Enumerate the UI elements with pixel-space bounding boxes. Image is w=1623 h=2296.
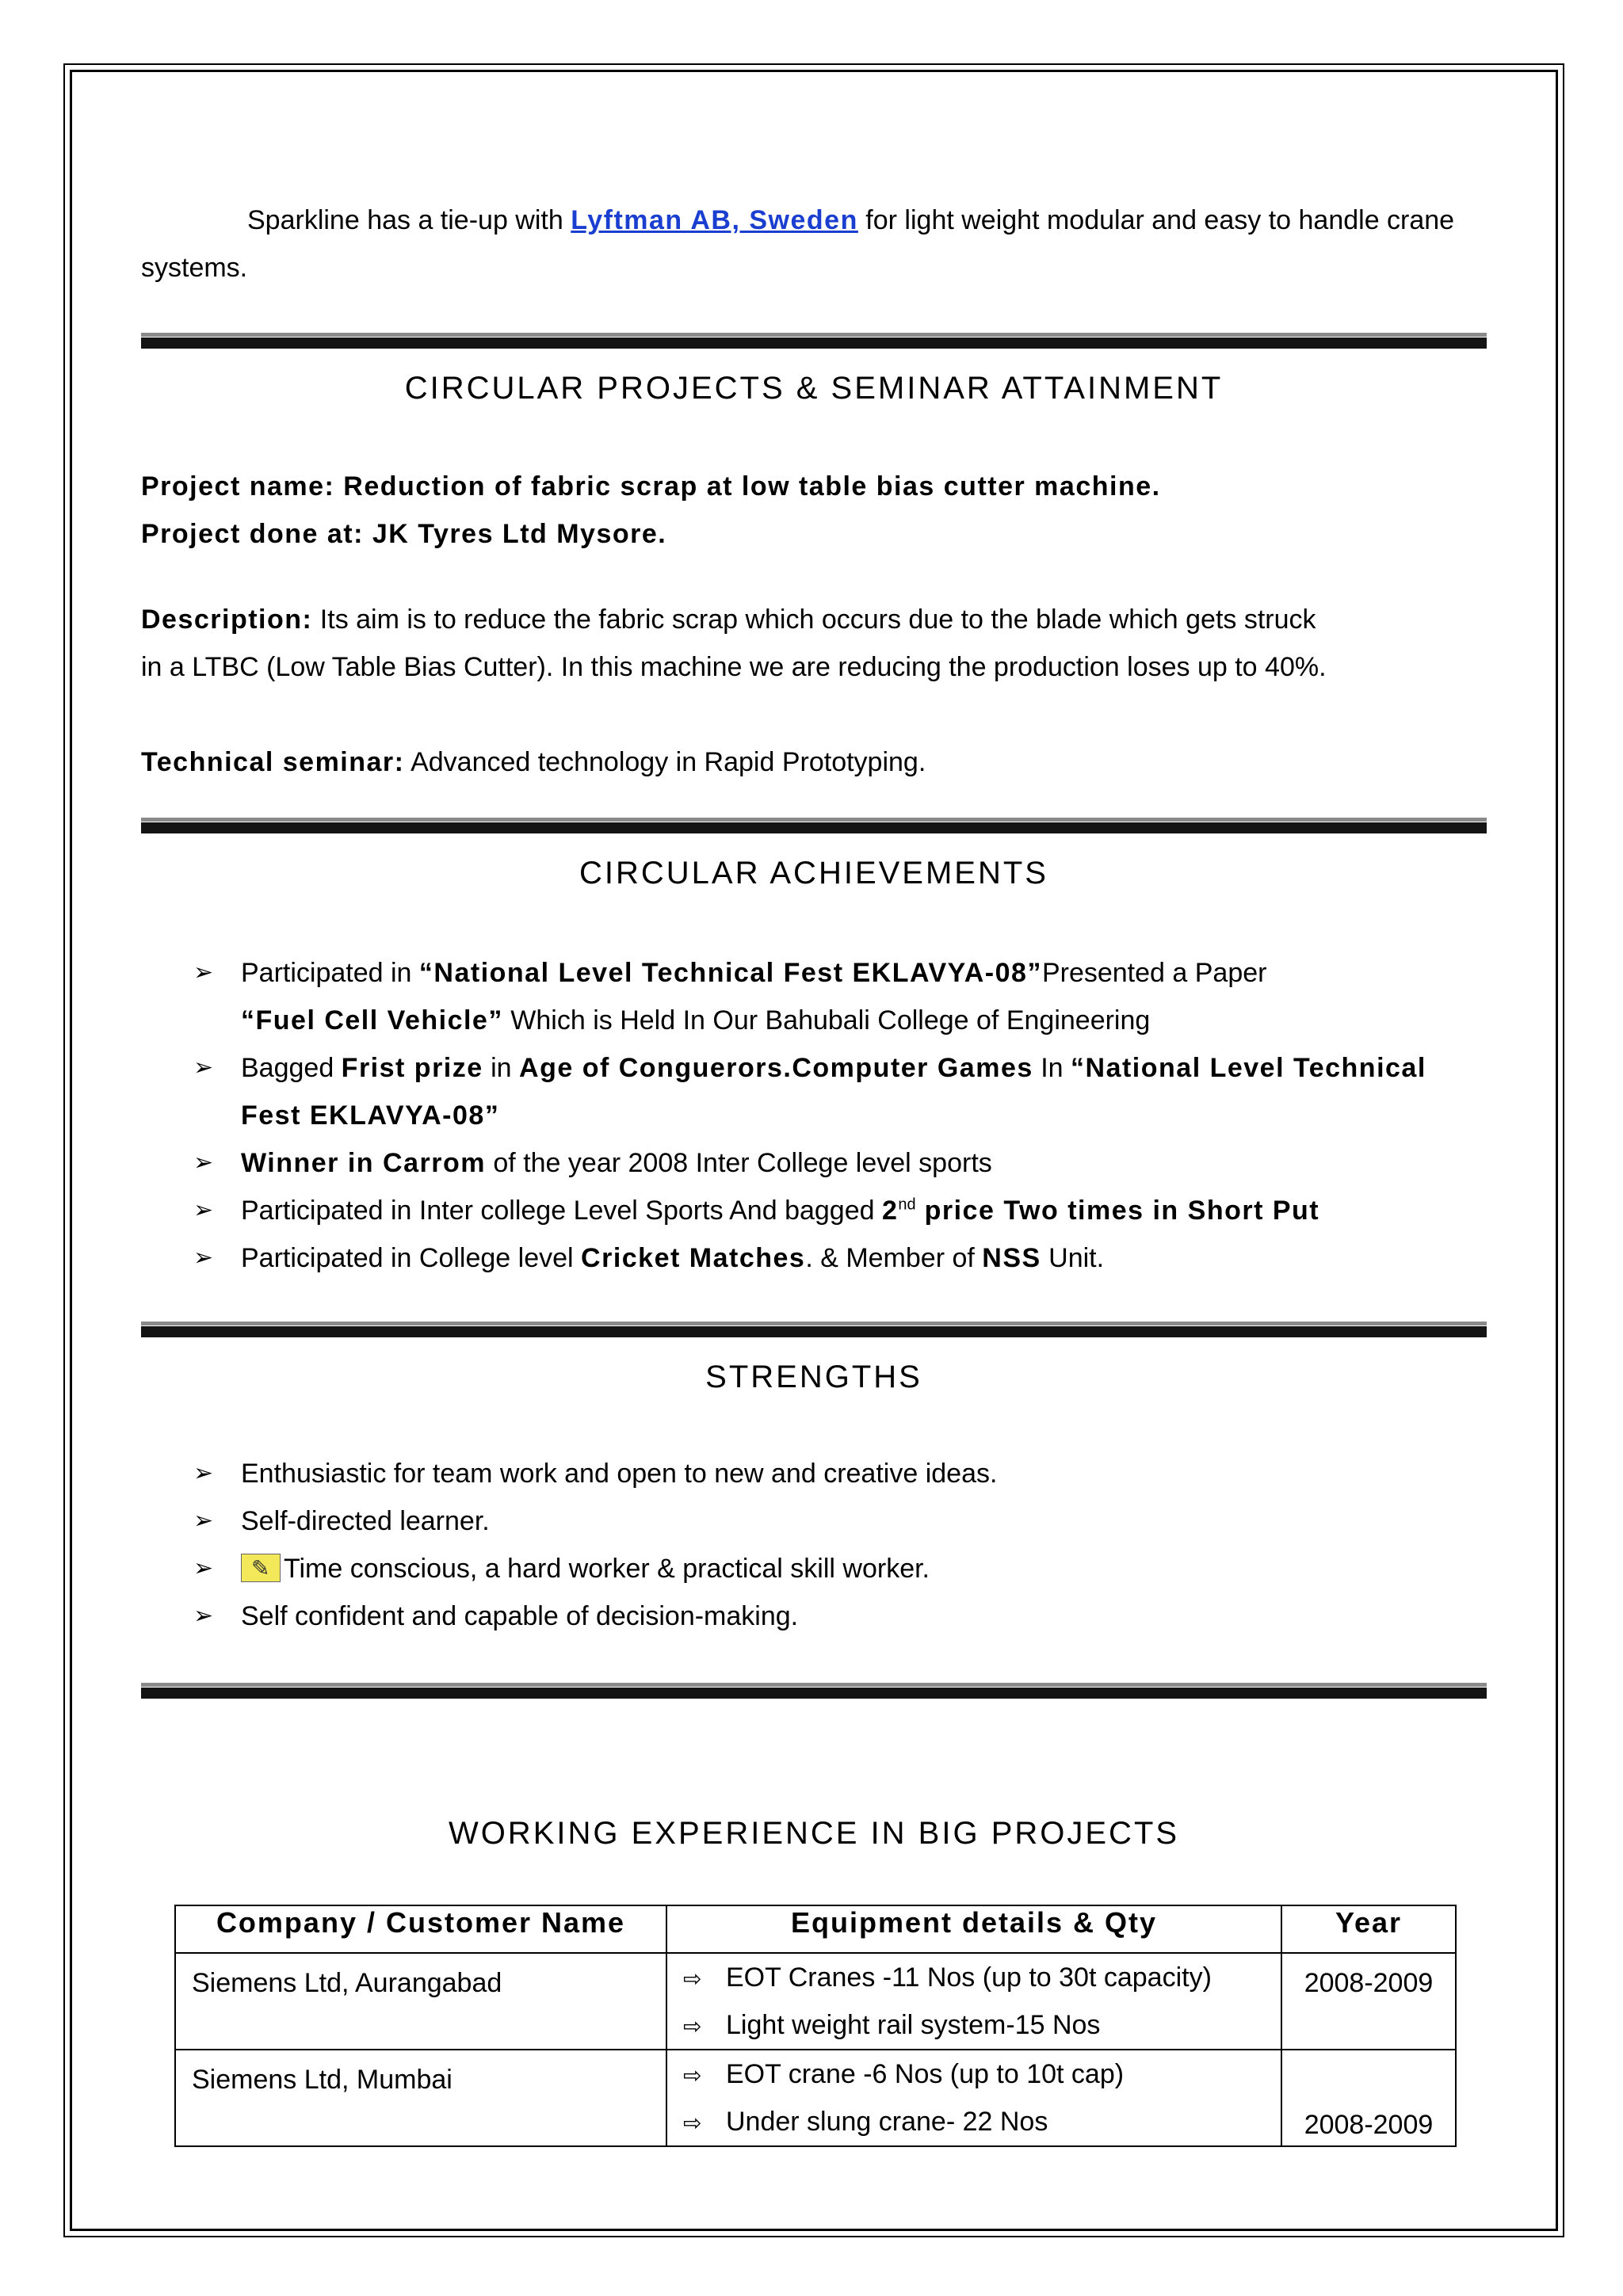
description-label: Description: <box>141 605 313 635</box>
strength-item-1: Enthusiastic for team work and open to new and creative ideas. <box>241 1459 998 1489</box>
strength-item-3 <box>241 1553 930 1585</box>
achievement-text: Participated in College level <box>241 1243 582 1273</box>
achievement-emphasis: “National Level Technical <box>1071 1053 1426 1083</box>
strength-item-4: Self confident and capable of decision-making. <box>241 1601 799 1631</box>
bullet-arrow-icon: ➢ <box>193 1555 214 1581</box>
achievement-text: . & Member of <box>805 1243 983 1273</box>
projects-heading: CIRCULAR PROJECTS & SEMINAR ATTAINMENT <box>404 371 1224 406</box>
equipment-line <box>667 2050 1281 2098</box>
year-cell: 2008-2009 <box>1281 1953 1456 2050</box>
lyftman-link[interactable]: Lyftman AB, Sweden <box>571 205 858 235</box>
description-text: Its aim is to reduce the fabric scrap which occurs due to the blade which gets struck <box>312 605 1316 635</box>
section-divider <box>141 1683 1487 1699</box>
description-line1 <box>141 604 1316 635</box>
intro-line1 <box>247 204 1454 236</box>
intro-text-before: Sparkline has a tie-up with <box>247 205 571 235</box>
section-divider <box>141 1322 1487 1337</box>
arrow-right-icon: ⇨ <box>683 2013 702 2039</box>
seminar-label: Technical seminar: <box>141 747 405 777</box>
achievements-heading: CIRCULAR ACHIEVEMENTS <box>579 856 1048 891</box>
bullet-arrow-icon: ➢ <box>193 1460 214 1486</box>
arrow-right-icon: ⇨ <box>683 2062 702 2088</box>
intro-text-after: for light weight modular and easy to handle crane <box>857 205 1455 235</box>
company-cell: Siemens Ltd, Mumbai <box>175 2050 666 2146</box>
achievement-item-1-cont <box>241 1005 1150 1036</box>
achievement-text: Participated in <box>241 958 419 988</box>
achievement-emphasis: “Fuel Cell Vehicle” <box>241 1005 503 1035</box>
achievement-item-2 <box>241 1052 1426 1084</box>
achievement-text: Participated in Inter college Level Sports And bagged <box>241 1196 882 1226</box>
achievement-item-3 <box>241 1147 992 1179</box>
achievement-text: Which is Held In Our Bahubali College of Engineering <box>502 1005 1151 1035</box>
equipment-line <box>667 1954 1281 2001</box>
achievement-emphasis: Winner in Carrom <box>241 1148 486 1178</box>
edit-pencil-icon <box>241 1554 281 1582</box>
equipment-text: Light weight rail system-15 Nos <box>726 2010 1101 2040</box>
equipment-text: EOT crane -6 Nos (up to 10t cap) <box>726 2059 1125 2089</box>
achievement-item-1 <box>241 957 1266 989</box>
column-header-equipment: Equipment details & Qty <box>666 1905 1281 1953</box>
equipment-cell <box>666 1953 1281 2050</box>
project-done-at: Project done at: JK Tyres Ltd Mysore. <box>141 519 667 549</box>
section-divider <box>141 818 1487 833</box>
achievement-text: Unit. <box>1041 1243 1105 1273</box>
achievement-emphasis: Frist prize <box>341 1053 483 1083</box>
bullet-arrow-icon: ➢ <box>193 959 214 986</box>
achievement-text: Presented a Paper <box>1041 958 1267 988</box>
column-header-company: Company / Customer Name <box>175 1905 666 1953</box>
achievement-emphasis: price Two times in Short Put <box>915 1196 1320 1226</box>
achievement-emphasis: NSS <box>982 1243 1041 1273</box>
equipment-text: EOT Cranes -11 Nos (up to 30t capacity) <box>726 1962 1212 1993</box>
achievement-emphasis: 2 <box>881 1196 899 1226</box>
technical-seminar <box>141 746 926 778</box>
project-name: Project name: Reduction of fabric scrap at low table bias cutter machine. <box>141 471 1161 502</box>
ordinal-suffix: nd <box>898 1196 916 1214</box>
bullet-arrow-icon: ➢ <box>193 1197 214 1223</box>
achievement-emphasis: “National Level Technical Fest EKLAVYA-08” <box>418 958 1042 988</box>
equipment-text: Under slung crane- 22 Nos <box>726 2107 1048 2137</box>
equipment-cell <box>666 2050 1281 2146</box>
column-header-year: Year <box>1281 1905 1456 1953</box>
table-header-row <box>175 1905 1456 1953</box>
achievement-emphasis: Age of Conguerors.Computer Games <box>519 1053 1033 1083</box>
experience-table <box>174 1905 1457 2147</box>
bullet-arrow-icon: ➢ <box>193 1508 214 1534</box>
description-line2: in a LTBC (Low Table Bias Cutter). In this machine we are reducing the production loses up to 40%. <box>141 652 1327 682</box>
seminar-text: Advanced technology in Rapid Prototyping. <box>404 747 926 777</box>
intro-line2: systems. <box>141 253 248 283</box>
company-cell: Siemens Ltd, Aurangabad <box>175 1953 666 2050</box>
achievement-item-2-cont: Fest EKLAVYA-08” <box>241 1100 500 1131</box>
bullet-arrow-icon: ➢ <box>193 1055 214 1081</box>
bullet-arrow-icon: ➢ <box>193 1603 214 1629</box>
achievement-emphasis: Cricket Matches <box>581 1243 806 1273</box>
strength-text: Time conscious, a hard worker & practical skill worker. <box>284 1554 930 1584</box>
experience-heading: WORKING EXPERIENCE IN BIG PROJECTS <box>448 1816 1180 1851</box>
strengths-heading: STRENGTHS <box>705 1360 922 1394</box>
bullet-arrow-icon: ➢ <box>193 1245 214 1271</box>
achievement-text: Bagged <box>241 1053 342 1083</box>
table-row <box>175 2050 1456 2146</box>
achievement-item-5 <box>241 1242 1104 1274</box>
section-divider <box>141 333 1487 349</box>
arrow-right-icon: ⇨ <box>683 2110 702 2136</box>
strength-item-2: Self-directed learner. <box>241 1506 490 1536</box>
bullet-arrow-icon: ➢ <box>193 1150 214 1176</box>
equipment-line <box>667 2001 1281 2049</box>
arrow-right-icon: ⇨ <box>683 1966 702 1992</box>
table-row <box>175 1953 1456 2050</box>
achievement-text: In <box>1033 1053 1071 1083</box>
achievement-text: of the year 2008 Inter College level sports <box>485 1148 992 1178</box>
achievement-item-4 <box>241 1195 1319 1226</box>
equipment-line <box>667 2098 1281 2145</box>
achievement-text: in <box>483 1053 520 1083</box>
year-cell: 2008-2009 <box>1281 2050 1456 2146</box>
